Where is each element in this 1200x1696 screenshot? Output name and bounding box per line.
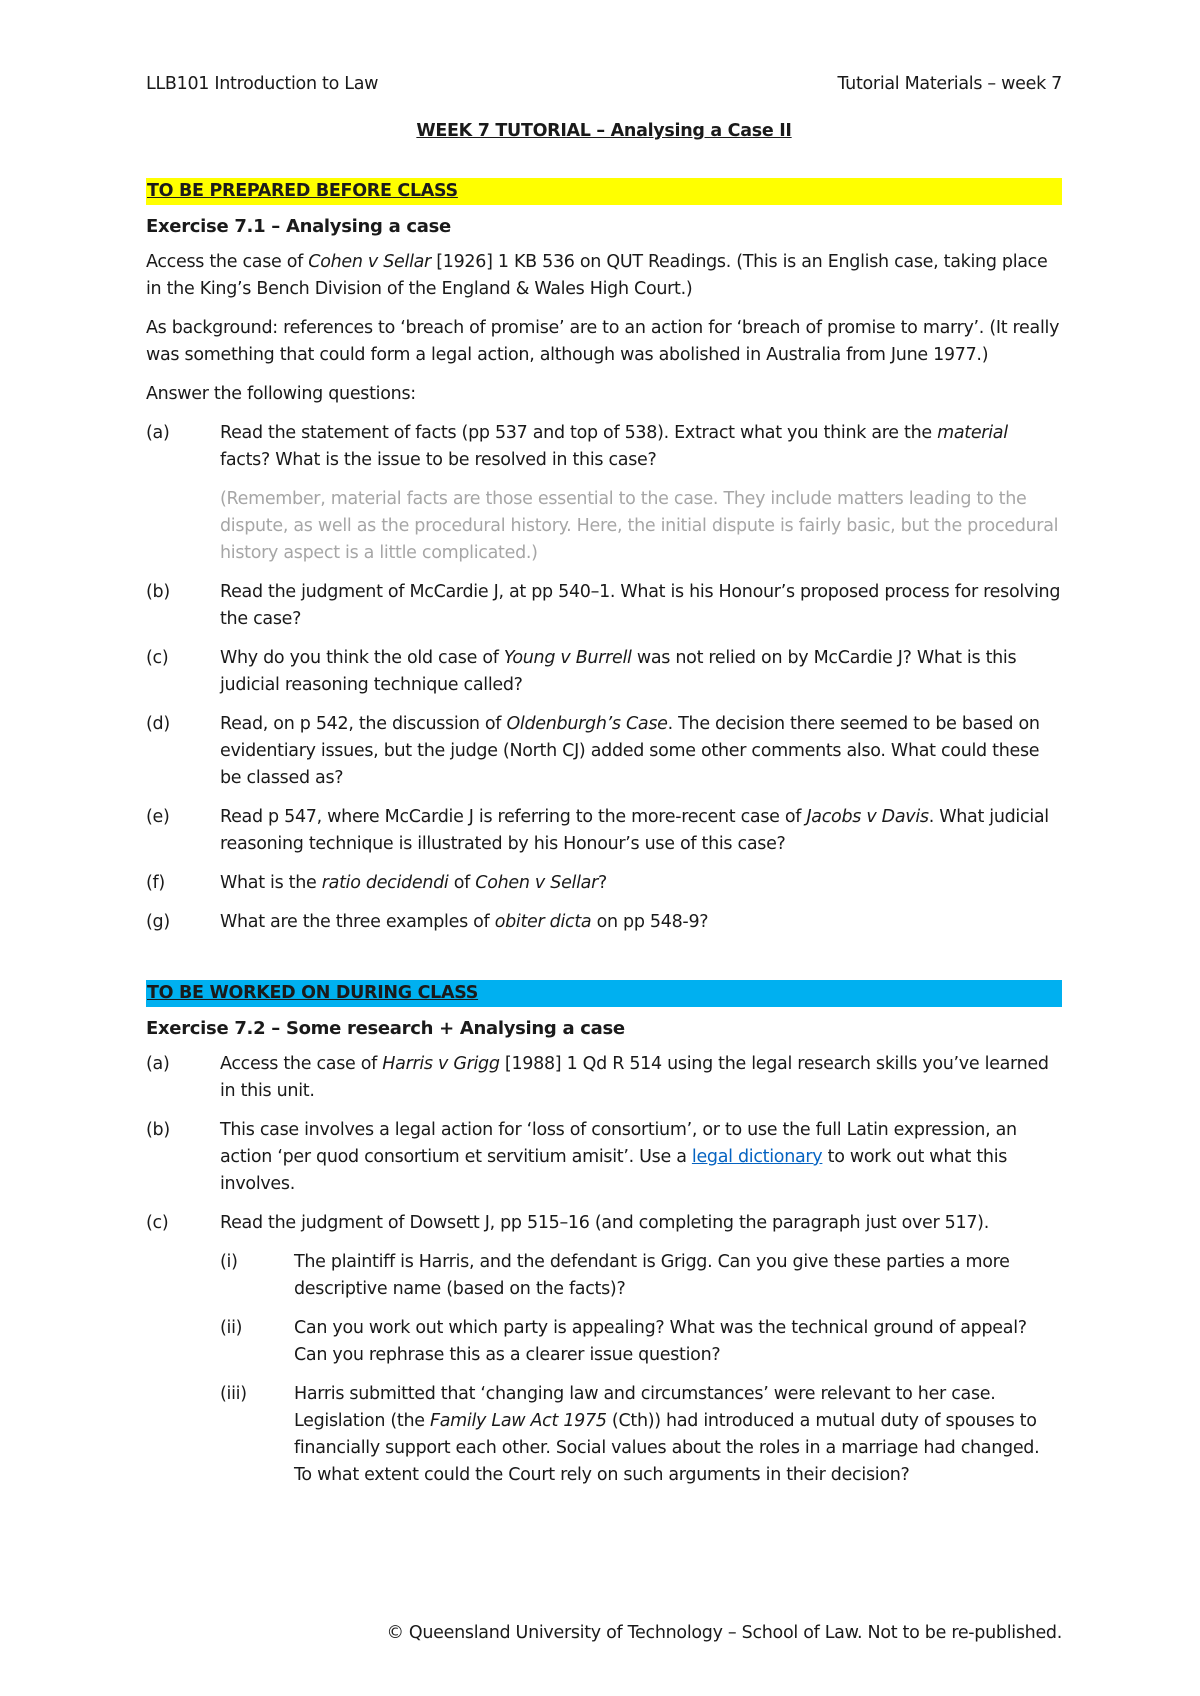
section-band-before-class: TO BE PREPARED BEFORE CLASS [146, 178, 1062, 205]
paragraph-background: As background: references to ‘breach of promise’ are to an action for ‘breach of promise to marry’. (It really was something that could form a legal action, although was abolished in Australia from June 1977.) [146, 318, 1060, 365]
paragraph-instructions: Answer the following questions: [146, 384, 416, 404]
question-7-1-g: (g) What are the three examples of obiter dicta on pp 548-9? [146, 912, 709, 932]
question-7-1-e: (e) Read p 547, where McCardie J is referring to the more-recent case of Jacobs v Davis. What judicial reasoning technique is illustrated by his Honour’s use of this case? [146, 807, 1049, 854]
sub-question-ii: (ii) Can you work out which party is appealing? What was the technical ground of appeal? Can you rephrase this as a clearer issue question? [220, 1318, 1027, 1365]
question-7-2-b: (b) This case involves a legal action for ‘loss of consortium’, or to use the full Latin expression, an action ‘per quod consortium et servitium amisit’. Use a legal dictionary to work out what this involves. [146, 1120, 1017, 1194]
question-7-1-f: (f) What is the ratio decidendi of Cohen v Sellar? [146, 873, 607, 893]
note-material-facts: (Remember, material facts are those essential to the case. They include matters leading to the dispute, as well as the procedural history. Here, the initial dispute is fairly basic, but the procedural history aspect is a little complicated.) [220, 489, 1059, 563]
question-7-1-d: (d) Read, on p 542, the discussion of Oldenburgh’s Case. The decision there seemed to be based on evidentiary issues, but the judge (North CJ) added some other comments also. What could these be classed as? [146, 714, 1040, 788]
header-course: LLB101 Introduction to Law [146, 74, 379, 94]
header-materials: Tutorial Materials – week 7 [837, 74, 1062, 94]
sub-question-i: (i) The plaintiff is Harris, and the defendant is Grigg. Can you give these parties a more descriptive name (based on the facts)? [220, 1252, 1010, 1299]
question-7-1-a: (a) Read the statement of facts (pp 537 and top of 538). Extract what you think are the material facts? What is the issue to be resolved in this case? [146, 423, 1008, 470]
question-7-1-c: (c) Why do you think the old case of Young v Burrell was not relied on by McCardie J? What is this judicial reasoning technique called? [146, 648, 1017, 695]
question-7-2-c: (c) Read the judgment of Dowsett J, pp 515–16 (and completing the paragraph just over 517). [146, 1213, 989, 1233]
paragraph-access-case: Access the case of Cohen v Sellar [1926] 1 KB 536 on QUT Readings. (This is an English case, taking place in the King’s Bench Division of the England & Wales High Court.) [146, 252, 1048, 299]
question-7-2-a: (a) Access the case of Harris v Grigg [1988] 1 Qd R 514 using the legal research skills you’ve learned in this unit. [146, 1054, 1049, 1101]
exercise-7-1-title: Exercise 7.1 – Analysing a case [146, 216, 451, 237]
legal-dictionary-link[interactable]: legal dictionary [691, 1147, 823, 1167]
page-header [146, 74, 1062, 94]
page-footer: © Queensland University of Technology – School of Law. Not to be re-published. [386, 1623, 1062, 1643]
exercise-7-2-title: Exercise 7.2 – Some research + Analysing a case [146, 1018, 625, 1039]
question-7-1-b: (b) Read the judgment of McCardie J, at pp 540–1. What is his Honour’s proposed process for resolving the case? [146, 582, 1061, 629]
document-page [146, 74, 1062, 1489]
page-title: WEEK 7 TUTORIAL – Analysing a Case II [416, 121, 792, 141]
sub-question-iii: (iii) Harris submitted that ‘changing law and circumstances’ were relevant to her case. Legislation (the Family Law Act 1975 (Cth)) had introduced a mutual duty of spouses to financially support each other. Social values about the roles in a marriage had changed. To what extent could the Court rely on such arguments in their decision? [220, 1384, 1040, 1485]
section-band-during-class: TO BE WORKED ON DURING CLASS [146, 980, 1062, 1007]
